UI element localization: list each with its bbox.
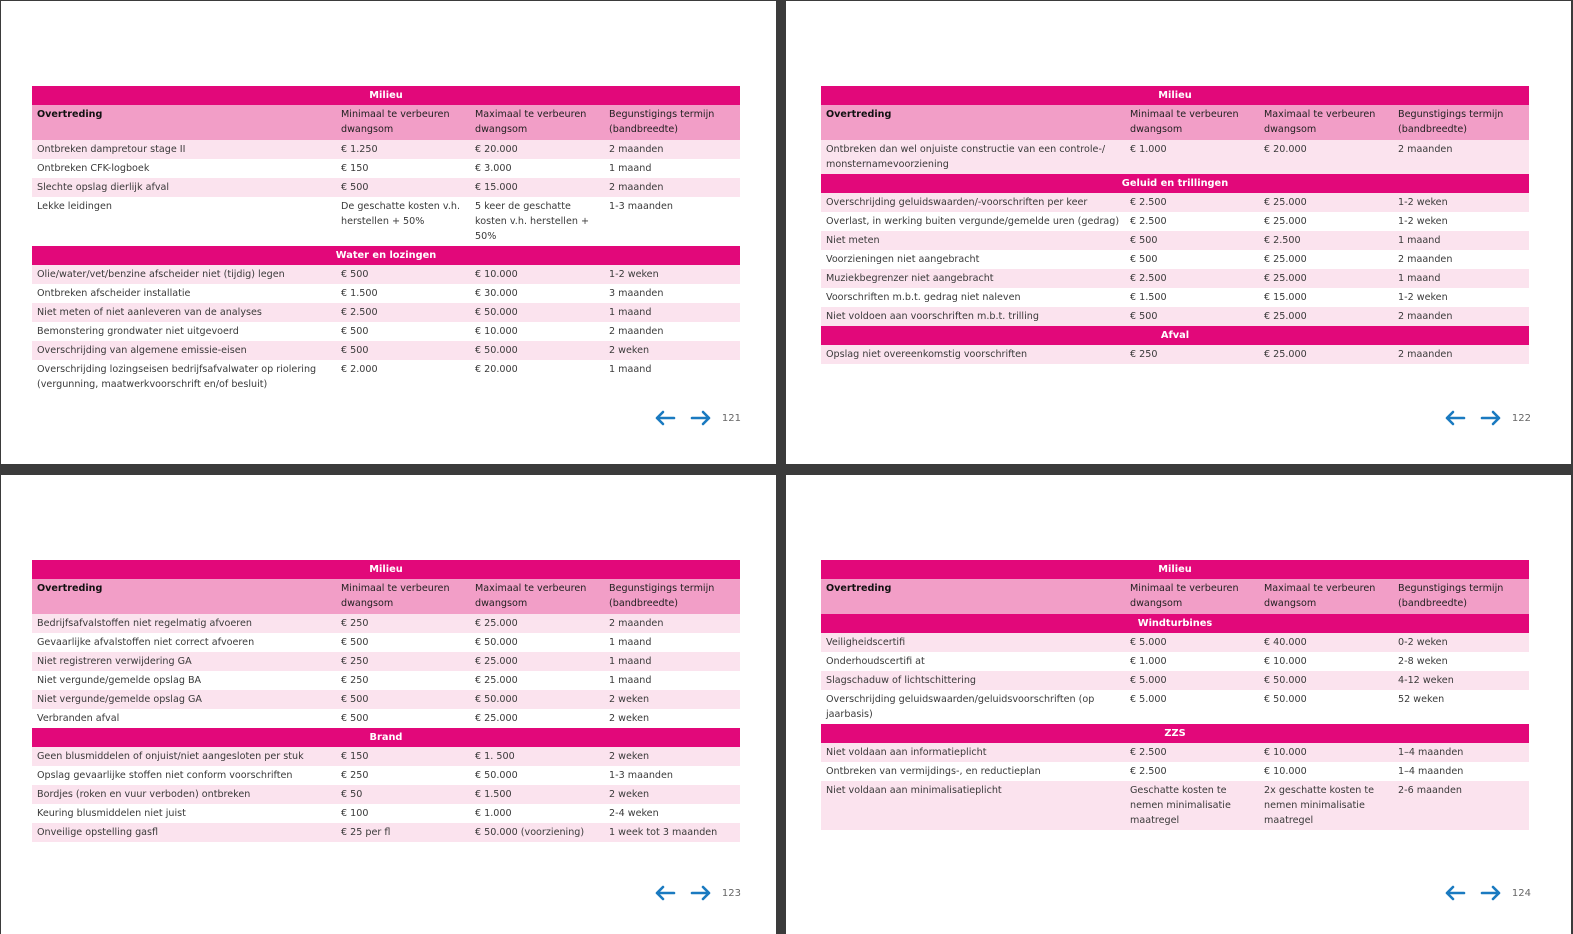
arrow-right-icon[interactable]: [690, 410, 712, 426]
violation-cell: Onveilige opstelling gasfl: [37, 827, 159, 838]
max-penalty-cell: € 10.000: [475, 326, 518, 337]
min-penalty-cell: € 5.000: [1130, 637, 1167, 648]
min-penalty-cell: € 1.500: [341, 288, 378, 299]
max-penalty-cell: € 25.000: [475, 675, 518, 686]
min-penalty-cell: € 2.500: [1130, 747, 1167, 758]
grace-period-cell: 1 maand: [1398, 273, 1441, 284]
max-penalty-cell: € 25.000: [1264, 197, 1307, 208]
min-penalty-cell: € 500: [1130, 254, 1158, 265]
table-header-row: [32, 105, 740, 140]
max-penalty-cell: € 25.000: [1264, 349, 1307, 360]
violation-cell: Geen blusmiddelen of onjuist/niet aangesloten per stuk: [37, 751, 304, 762]
max-penalty-cell: € 15.000: [475, 182, 518, 193]
max-penalty-cell: € 1. 500: [475, 751, 515, 762]
max-penalty-cell: € 15.000: [1264, 292, 1307, 303]
page-navigation: [1444, 885, 1531, 901]
min-penalty-cell: € 250: [341, 770, 369, 781]
max-penalty-cell: € 10.000: [475, 269, 518, 280]
max-penalty-cell: € 20.000: [475, 144, 518, 155]
violation-cell: Bordjes (roken en vuur verboden) ontbreken: [37, 789, 251, 800]
grace-period-cell: 1 week tot 3 maanden: [609, 827, 718, 838]
page-number: 122: [1511, 412, 1531, 424]
column-header: Minimaal te verbeuren dwangsom: [341, 109, 450, 135]
violation-cell: Niet voldaan aan minimalisatieplicht: [826, 785, 1002, 796]
min-penalty-cell: € 1.500: [1130, 292, 1167, 303]
max-penalty-cell: € 50.000: [475, 770, 518, 781]
column-header: Minimaal te verbeuren dwangsom: [341, 583, 450, 609]
min-penalty-cell: € 500: [341, 326, 369, 337]
column-header: Overtreding: [826, 583, 892, 594]
min-penalty-cell: € 250: [341, 675, 369, 686]
violation-cell: Muziekbegrenzer niet aangebracht: [826, 273, 994, 284]
max-penalty-cell: € 25.000: [1264, 254, 1307, 265]
violation-cell: Overschrijding geluidswaarden/geluidsvoorschriften (op jaarbasis): [826, 694, 1095, 720]
section-heading: Milieu: [821, 86, 1529, 105]
table-row: [32, 652, 740, 671]
penalty-table: [32, 560, 740, 842]
min-penalty-cell: € 1.250: [341, 144, 378, 155]
violation-cell: Ontbreken dampretour stage II: [37, 144, 186, 155]
violation-cell: Voorzieningen niet aangebracht: [826, 254, 980, 265]
section-heading: Milieu: [821, 560, 1529, 579]
violation-cell: Niet voldoen aan voorschriften m.b.t. trilling: [826, 311, 1039, 322]
table-row: [32, 614, 740, 633]
grace-period-cell: 1 maand: [1398, 235, 1441, 246]
table-row: [821, 231, 1529, 250]
grace-period-cell: 2 weken: [609, 345, 650, 356]
column-header: Maximaal te verbeuren dwangsom: [475, 583, 587, 609]
violation-cell: Slechte opslag dierlijk afval: [37, 182, 170, 193]
table-row: [821, 690, 1529, 724]
violation-cell: Niet voldaan aan informatieplicht: [826, 747, 987, 758]
table-row: [821, 633, 1529, 652]
table-row: [32, 766, 740, 785]
max-penalty-cell: € 40.000: [1264, 637, 1307, 648]
arrow-right-icon[interactable]: [1480, 885, 1502, 901]
grace-period-cell: 2 weken: [609, 789, 650, 800]
column-header: Begunstigings termijn (bandbreedte): [609, 583, 715, 609]
max-penalty-cell: € 20.000: [475, 364, 518, 375]
table-row: [821, 762, 1529, 781]
max-penalty-cell: € 25.000: [475, 713, 518, 724]
min-penalty-cell: € 2.500: [1130, 766, 1167, 777]
violation-cell: Overschrijding lozingseisen bedrijfsafvalwater op riolering (vergunning, maatwerkvoorschrift en/of besluit): [37, 364, 317, 390]
section-heading: Milieu: [32, 560, 740, 579]
min-penalty-cell: € 5.000: [1130, 694, 1167, 705]
table-row: [32, 804, 740, 823]
arrow-left-icon[interactable]: [1444, 885, 1466, 901]
table-row: [821, 307, 1529, 326]
grace-period-cell: 2 weken: [609, 713, 650, 724]
min-penalty-cell: € 500: [341, 637, 369, 648]
arrow-left-icon[interactable]: [654, 885, 676, 901]
max-penalty-cell: € 10.000: [1264, 656, 1307, 667]
table-row: [32, 178, 740, 197]
penalty-table: [32, 86, 740, 394]
min-penalty-cell: € 250: [341, 618, 369, 629]
page-number: 124: [1511, 887, 1531, 899]
max-penalty-cell: € 50.000: [1264, 694, 1307, 705]
table-row: [32, 709, 740, 728]
grace-period-cell: 2 maanden: [1398, 144, 1453, 155]
penalty-table: [821, 86, 1529, 364]
violation-cell: Niet meten: [826, 235, 880, 246]
table-header-row: [821, 105, 1529, 140]
document-page-124: [786, 475, 1571, 934]
section-heading: Geluid en trillingen: [821, 174, 1529, 193]
table-row: [821, 269, 1529, 288]
violation-cell: Niet registreren verwijdering GA: [37, 656, 192, 667]
table-row: [821, 743, 1529, 762]
page-number: 121: [721, 412, 741, 424]
min-penalty-cell: € 500: [341, 269, 369, 280]
max-penalty-cell: € 50.000: [475, 345, 518, 356]
grace-period-cell: 3 maanden: [609, 288, 664, 299]
violation-cell: Bedrijfsafvalstoffen niet regelmatig afvoeren: [37, 618, 252, 629]
section-heading: Brand: [32, 728, 740, 747]
violation-cell: Overschrijding geluidswaarden/-voorschriften per keer: [826, 197, 1088, 208]
column-header: Begunstigings termijn (bandbreedte): [1398, 583, 1504, 609]
violation-cell: Niet vergunde/gemelde opslag GA: [37, 694, 202, 705]
table-row: [821, 250, 1529, 269]
column-header: Begunstigings termijn (bandbreedte): [1398, 109, 1504, 135]
max-penalty-cell: € 25.000: [1264, 216, 1307, 227]
grace-period-cell: 1-2 weken: [1398, 216, 1448, 227]
table-row: [32, 633, 740, 652]
min-penalty-cell: € 100: [341, 808, 369, 819]
column-header: Begunstigings termijn (bandbreedte): [609, 109, 715, 135]
violation-cell: Gevaarlijke afvalstoffen niet correct afvoeren: [37, 637, 255, 648]
max-penalty-cell: € 25.000: [1264, 273, 1307, 284]
min-penalty-cell: € 150: [341, 751, 369, 762]
table-row: [32, 140, 740, 159]
min-penalty-cell: € 500: [1130, 235, 1158, 246]
column-header: Maximaal te verbeuren dwangsom: [1264, 109, 1376, 135]
violation-cell: Opslag gevaarlijke stoffen niet conform voorschriften: [37, 770, 293, 781]
violation-cell: Bemonstering grondwater niet uitgevoerd: [37, 326, 239, 337]
table-row: [32, 284, 740, 303]
page-navigation: [654, 885, 741, 901]
max-penalty-cell: € 25.000: [1264, 311, 1307, 322]
max-penalty-cell: € 30.000: [475, 288, 518, 299]
table-row: [32, 690, 740, 709]
document-page-122: [786, 1, 1571, 464]
penalty-table: [821, 560, 1529, 830]
grace-period-cell: 2-8 weken: [1398, 656, 1448, 667]
grace-period-cell: 2 maanden: [1398, 254, 1453, 265]
column-header: Maximaal te verbeuren dwangsom: [1264, 583, 1376, 609]
violation-cell: Overlast, in werking buiten vergunde/gemelde uren (gedrag): [826, 216, 1120, 227]
arrow-right-icon[interactable]: [1480, 410, 1502, 426]
violation-cell: Niet meten of niet aanleveren van de analyses: [37, 307, 262, 318]
table-row: [32, 671, 740, 690]
violation-cell: Ontbreken van vermijdings-, en reductieplan: [826, 766, 1041, 777]
max-penalty-cell: € 1.500: [475, 789, 512, 800]
violation-cell: Ontbreken CFK-logboek: [37, 163, 150, 174]
column-header: Overtreding: [37, 583, 103, 594]
grace-period-cell: 1 maand: [609, 656, 652, 667]
max-penalty-cell: € 1.000: [475, 808, 512, 819]
table-row: [32, 322, 740, 341]
grace-period-cell: 2 weken: [609, 694, 650, 705]
grace-period-cell: 1-3 maanden: [609, 770, 673, 781]
max-penalty-cell: € 3.000: [475, 163, 512, 174]
table-row: [821, 671, 1529, 690]
violation-cell: Ontbreken afscheider installatie: [37, 288, 191, 299]
section-heading: Water en lozingen: [32, 246, 740, 265]
violation-cell: Verbranden afval: [37, 713, 120, 724]
max-penalty-cell: 2x geschatte kosten te nemen minimalisatie maatregel: [1264, 785, 1375, 826]
page-navigation: [654, 410, 741, 426]
table-row: [32, 303, 740, 322]
grace-period-cell: 1 maand: [609, 364, 652, 375]
grace-period-cell: 2 maanden: [1398, 311, 1453, 322]
table-row: [32, 823, 740, 842]
grace-period-cell: 1-2 weken: [1398, 197, 1448, 208]
grace-period-cell: 52 weken: [1398, 694, 1445, 705]
min-penalty-cell: € 5.000: [1130, 675, 1167, 686]
max-penalty-cell: € 50.000: [475, 307, 518, 318]
arrow-left-icon[interactable]: [1444, 410, 1466, 426]
max-penalty-cell: € 10.000: [1264, 766, 1307, 777]
min-penalty-cell: € 50: [341, 789, 363, 800]
min-penalty-cell: € 500: [341, 345, 369, 356]
table-header-row: [821, 579, 1529, 614]
arrow-left-icon[interactable]: [654, 410, 676, 426]
table-row: [32, 360, 740, 394]
violation-cell: Veiligheidscertifi: [826, 637, 906, 648]
min-penalty-cell: € 150: [341, 163, 369, 174]
max-penalty-cell: € 2.500: [1264, 235, 1301, 246]
min-penalty-cell: € 250: [341, 656, 369, 667]
violation-cell: Overschrijding van algemene emissie-eisen: [37, 345, 247, 356]
table-row: [821, 288, 1529, 307]
min-penalty-cell: € 2.000: [341, 364, 378, 375]
table-row: [32, 159, 740, 178]
violation-cell: Niet vergunde/gemelde opslag BA: [37, 675, 202, 686]
grace-period-cell: 4-12 weken: [1398, 675, 1454, 686]
max-penalty-cell: € 20.000: [1264, 144, 1307, 155]
section-heading: Windturbines: [821, 614, 1529, 633]
min-penalty-cell: € 250: [1130, 349, 1158, 360]
max-penalty-cell: € 25.000: [475, 618, 518, 629]
grace-period-cell: 1-2 weken: [1398, 292, 1448, 303]
table-row: [32, 747, 740, 766]
grace-period-cell: 1 maand: [609, 675, 652, 686]
table-row: [821, 781, 1529, 830]
document-page-123: [1, 475, 776, 934]
table-row: [821, 652, 1529, 671]
column-header: Minimaal te verbeuren dwangsom: [1130, 109, 1239, 135]
violation-cell: Keuring blusmiddelen niet juist: [37, 808, 186, 819]
max-penalty-cell: € 50.000 (voorziening): [475, 827, 585, 838]
max-penalty-cell: € 50.000: [475, 694, 518, 705]
violation-cell: Onderhoudscertifi at: [826, 656, 925, 667]
document-page-121: [1, 1, 776, 464]
table-row: [32, 341, 740, 360]
max-penalty-cell: 5 keer de geschatte kosten v.h. herstellen + 50%: [475, 201, 590, 242]
grace-period-cell: 1 maand: [609, 307, 652, 318]
min-penalty-cell: € 500: [341, 713, 369, 724]
min-penalty-cell: € 2.500: [1130, 273, 1167, 284]
grace-period-cell: 2 maanden: [609, 326, 664, 337]
max-penalty-cell: € 50.000: [475, 637, 518, 648]
grace-period-cell: 0-2 weken: [1398, 637, 1448, 648]
grace-period-cell: 2 maanden: [609, 618, 664, 629]
grace-period-cell: 1–4 maanden: [1398, 766, 1464, 777]
max-penalty-cell: € 25.000: [475, 656, 518, 667]
violation-cell: Slagschaduw of lichtschittering: [826, 675, 976, 686]
section-heading: Milieu: [32, 86, 740, 105]
violation-cell: Lekke leidingen: [37, 201, 112, 212]
table-row: [821, 193, 1529, 212]
min-penalty-cell: € 2.500: [1130, 197, 1167, 208]
grace-period-cell: 2-6 maanden: [1398, 785, 1462, 796]
grace-period-cell: 1–4 maanden: [1398, 747, 1464, 758]
grace-period-cell: 2 maanden: [1398, 349, 1453, 360]
section-heading: Afval: [821, 326, 1529, 345]
column-header: Minimaal te verbeuren dwangsom: [1130, 583, 1239, 609]
violation-cell: Olie/water/vet/benzine afscheider niet (tijdig) legen: [37, 269, 285, 280]
table-row: [32, 197, 740, 246]
grace-period-cell: 2-4 weken: [609, 808, 659, 819]
column-header: Maximaal te verbeuren dwangsom: [475, 109, 587, 135]
column-header: Overtreding: [37, 109, 103, 120]
table-row: [821, 212, 1529, 231]
violation-cell: Ontbreken dan wel onjuiste constructie van een controle-/ monsternamevoorziening: [826, 144, 1106, 170]
section-heading: ZZS: [821, 724, 1529, 743]
violation-cell: Opslag niet overeenkomstig voorschriften: [826, 349, 1028, 360]
table-row: [821, 345, 1529, 364]
table-row: [821, 140, 1529, 174]
arrow-right-icon[interactable]: [690, 885, 712, 901]
max-penalty-cell: € 50.000: [1264, 675, 1307, 686]
grace-period-cell: 1-3 maanden: [609, 201, 673, 212]
grace-period-cell: 2 maanden: [609, 144, 664, 155]
grace-period-cell: 2 maanden: [609, 182, 664, 193]
min-penalty-cell: € 2.500: [1130, 216, 1167, 227]
min-penalty-cell: De geschatte kosten v.h. herstellen + 50%: [341, 201, 461, 227]
grace-period-cell: 1 maand: [609, 637, 652, 648]
min-penalty-cell: Geschatte kosten te nemen minimalisatie maatregel: [1130, 785, 1231, 826]
grace-period-cell: 1-2 weken: [609, 269, 659, 280]
min-penalty-cell: € 500: [341, 694, 369, 705]
min-penalty-cell: € 1.000: [1130, 144, 1167, 155]
table-row: [32, 785, 740, 804]
min-penalty-cell: € 2.500: [341, 307, 378, 318]
table-header-row: [32, 579, 740, 614]
min-penalty-cell: € 25 per fl: [341, 827, 391, 838]
grace-period-cell: 2 weken: [609, 751, 650, 762]
violation-cell: Voorschriften m.b.t. gedrag niet naleven: [826, 292, 1021, 303]
page-navigation: [1444, 410, 1531, 426]
column-header: Overtreding: [826, 109, 892, 120]
max-penalty-cell: € 10.000: [1264, 747, 1307, 758]
page-number: 123: [721, 887, 741, 899]
min-penalty-cell: € 500: [341, 182, 369, 193]
table-row: [32, 265, 740, 284]
min-penalty-cell: € 1.000: [1130, 656, 1167, 667]
grace-period-cell: 1 maand: [609, 163, 652, 174]
min-penalty-cell: € 500: [1130, 311, 1158, 322]
